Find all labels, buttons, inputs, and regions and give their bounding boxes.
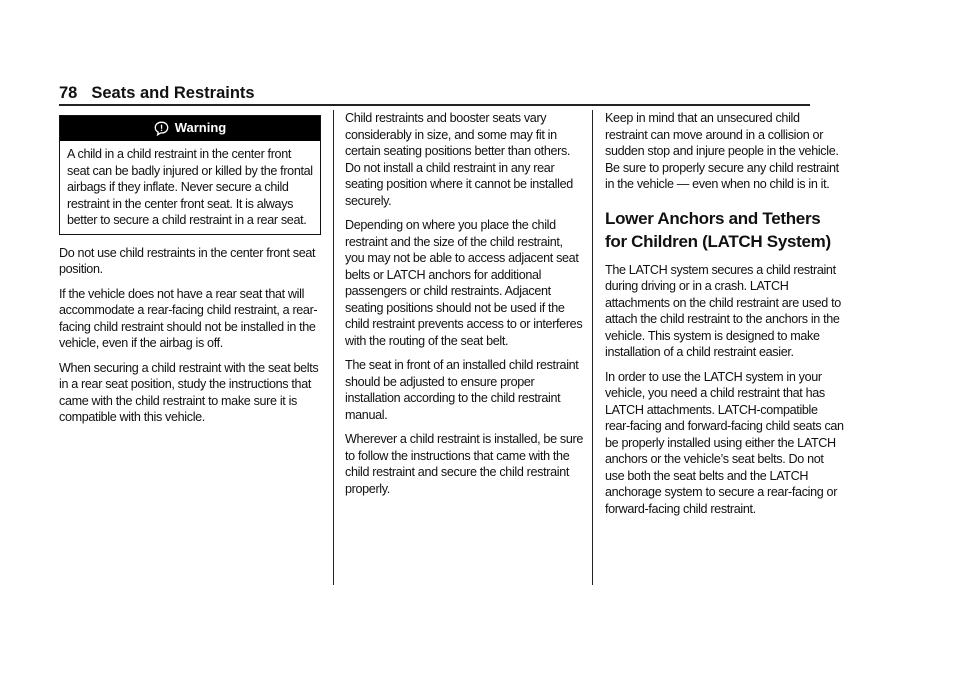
column-divider-1	[333, 110, 334, 585]
warning-title: Warning	[174, 120, 227, 136]
column-1	[59, 110, 321, 434]
column-divider-2	[592, 110, 593, 585]
page-number: 78	[59, 83, 78, 102]
column-3	[605, 110, 845, 525]
paragraph: Child restraints and booster seats vary considerably in size, and some may fit in certain seating positions better than others. Do not install a child restraint in any rear seating position where it cannot be installed securely.	[345, 111, 573, 208]
paragraph: Do not use child restraints in the center front seat position.	[59, 245, 316, 276]
paragraph: The seat in front of an installed child restraint should be adjusted to ensure proper installation according to the child restraint manual.	[345, 358, 579, 422]
warning-box	[59, 115, 321, 235]
paragraph: Wherever a child restraint is installed, be sure to follow the instructions that came with the child restraint and secure the child restraint properly.	[345, 432, 583, 496]
section-heading: Lower Anchors and Tethers for Children (LATCH System)	[605, 208, 831, 251]
column-2	[345, 110, 583, 505]
paragraph: If the vehicle does not have a rear seat that will accommodate a rear-facing child restraint, a rear-facing child restraint should not be installed in the vehicle, even if the airbag is off.	[59, 286, 318, 350]
speech-bubble-warning-icon	[154, 121, 169, 136]
paragraph: Depending on where you place the child restraint and the size of the child restraint, you may not be able to access adjacent seat belts or LATCH anchors for additional passengers or child restraints. Adjacent seating positions should not be used if the child restraint prevents access to or interferes with the routing of the seat belt.	[345, 218, 583, 348]
warning-header	[60, 116, 320, 141]
paragraph: The LATCH system secures a child restraint during driving or in a crash. LATCH attachments on the child restraint are used to attach the child restraint to the anchors in the vehicle. This system is designed to make installation of a child restraint easier.	[605, 262, 841, 359]
page-header	[59, 82, 809, 104]
paragraph: When securing a child restraint with the seat belts in a rear seat position, study the instructions that came with the child restraint to make sure it is compatible with this vehicle.	[59, 360, 319, 424]
header-rule	[59, 104, 810, 106]
section-title: Seats and Restraints	[91, 83, 255, 102]
paragraph: Keep in mind that an unsecured child restraint can move around in a collision or sudden stop and injure people in the vehicle. Be sure to properly secure any child restraint in the vehicle — even when no child is in it.	[605, 111, 839, 191]
warning-text: A child in a child restraint in the center front seat can be badly injured or killed by the frontal airbags if they inflate. Never secure a child restraint in the center front seat. It is always better to secure a child restraint in a rear seat.	[67, 147, 313, 227]
paragraph: In order to use the LATCH system in your vehicle, you need a child restraint that has LATCH attachments. LATCH-compatible rear-facing and forward-facing child seats can be properly installed using either the LATCH anchors or the vehicle’s seat belts. Do not use both the seat belts and the LATCH anchorage system to secure a rear-facing or forward-facing child restraint.	[605, 369, 844, 516]
